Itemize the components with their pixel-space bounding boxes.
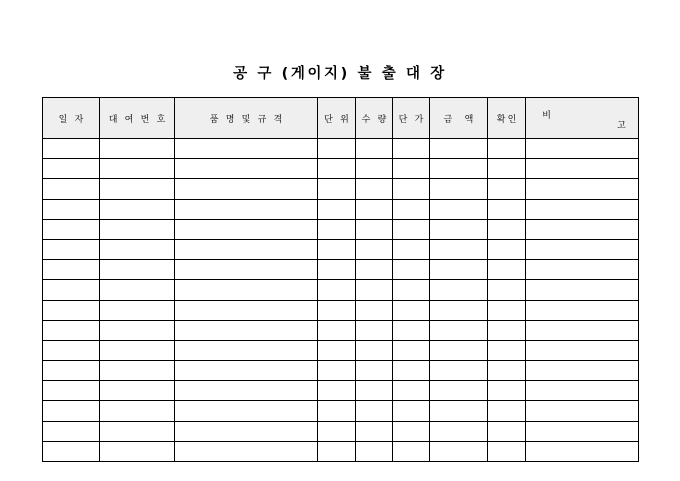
cell-confirm[interactable]: [488, 300, 526, 320]
cell-confirm[interactable]: [488, 159, 526, 179]
cell-unit[interactable]: [318, 441, 356, 461]
cell-loan-no[interactable]: [100, 401, 175, 421]
cell-date[interactable]: [43, 260, 100, 280]
cell-remark[interactable]: [526, 300, 639, 320]
cell-loan-no[interactable]: [100, 280, 175, 300]
cell-unit[interactable]: [318, 381, 356, 401]
cell-quantity[interactable]: [356, 239, 393, 259]
table-row: [43, 260, 639, 280]
column-header-amount: 금 액: [430, 98, 488, 139]
cell-date[interactable]: [43, 441, 100, 461]
table-row: [43, 381, 639, 401]
cell-amount[interactable]: [430, 441, 488, 461]
cell-remark[interactable]: [526, 260, 639, 280]
cell-amount[interactable]: [430, 260, 488, 280]
cell-date[interactable]: [43, 239, 100, 259]
cell-amount[interactable]: [430, 280, 488, 300]
cell-unit[interactable]: [318, 260, 356, 280]
cell-unit[interactable]: [318, 280, 356, 300]
remark-label-right: 고: [617, 121, 628, 131]
cell-unit-price[interactable]: [393, 179, 430, 199]
cell-loan-no[interactable]: [100, 159, 175, 179]
table-header-row: [43, 98, 639, 139]
cell-loan-no[interactable]: [100, 199, 175, 219]
table-row: [43, 401, 639, 421]
cell-confirm[interactable]: [488, 421, 526, 441]
table-row: [43, 340, 639, 360]
cell-unit-price[interactable]: [393, 361, 430, 381]
cell-loan-no[interactable]: [100, 139, 175, 159]
cell-quantity[interactable]: [356, 179, 393, 199]
cell-amount[interactable]: [430, 320, 488, 340]
cell-amount[interactable]: [430, 381, 488, 401]
ledger-table-container: [42, 97, 638, 462]
cell-quantity[interactable]: [356, 421, 393, 441]
cell-remark[interactable]: [526, 361, 639, 381]
cell-remark[interactable]: [526, 381, 639, 401]
cell-unit-price[interactable]: [393, 219, 430, 239]
cell-unit-price[interactable]: [393, 340, 430, 360]
cell-unit-price[interactable]: [393, 401, 430, 421]
cell-unit[interactable]: [318, 421, 356, 441]
cell-amount[interactable]: [430, 139, 488, 159]
cell-unit-price[interactable]: [393, 280, 430, 300]
cell-amount[interactable]: [430, 361, 488, 381]
cell-unit-price[interactable]: [393, 320, 430, 340]
column-header-confirm: 확인: [488, 98, 526, 139]
cell-remark[interactable]: [526, 320, 639, 340]
cell-item-spec[interactable]: [175, 139, 318, 159]
table-row: [43, 139, 639, 159]
cell-unit-price[interactable]: [393, 300, 430, 320]
cell-date[interactable]: [43, 320, 100, 340]
cell-date[interactable]: [43, 421, 100, 441]
cell-loan-no[interactable]: [100, 179, 175, 199]
cell-quantity[interactable]: [356, 159, 393, 179]
cell-quantity[interactable]: [356, 219, 393, 239]
cell-date[interactable]: [43, 280, 100, 300]
cell-unit[interactable]: [318, 361, 356, 381]
table-row: [43, 300, 639, 320]
cell-unit[interactable]: [318, 139, 356, 159]
cell-quantity[interactable]: [356, 361, 393, 381]
cell-unit-price[interactable]: [393, 139, 430, 159]
cell-amount[interactable]: [430, 199, 488, 219]
cell-unit[interactable]: [318, 401, 356, 421]
cell-date[interactable]: [43, 219, 100, 239]
cell-unit-price[interactable]: [393, 159, 430, 179]
cell-unit-price[interactable]: [393, 239, 430, 259]
cell-remark[interactable]: [526, 219, 639, 239]
cell-unit[interactable]: [318, 239, 356, 259]
cell-quantity[interactable]: [356, 381, 393, 401]
cell-unit[interactable]: [318, 159, 356, 179]
cell-item-spec[interactable]: [175, 340, 318, 360]
table-row: [43, 441, 639, 461]
cell-amount[interactable]: [430, 179, 488, 199]
cell-unit-price[interactable]: [393, 199, 430, 219]
cell-date[interactable]: [43, 179, 100, 199]
column-header-quantity: 수 량: [356, 98, 393, 139]
cell-date[interactable]: [43, 159, 100, 179]
table-row: [43, 320, 639, 340]
column-header-unit-price: 단 가: [393, 98, 430, 139]
table-row: [43, 199, 639, 219]
cell-quantity[interactable]: [356, 199, 393, 219]
cell-quantity[interactable]: [356, 320, 393, 340]
cell-date[interactable]: [43, 139, 100, 159]
cell-item-spec[interactable]: [175, 159, 318, 179]
cell-quantity[interactable]: [356, 300, 393, 320]
cell-remark[interactable]: [526, 199, 639, 219]
cell-amount[interactable]: [430, 239, 488, 259]
cell-item-spec[interactable]: [175, 441, 318, 461]
cell-item-spec[interactable]: [175, 401, 318, 421]
cell-remark[interactable]: [526, 441, 639, 461]
cell-loan-no[interactable]: [100, 421, 175, 441]
table-header: [43, 98, 639, 139]
cell-loan-no[interactable]: [100, 340, 175, 360]
table-row: [43, 219, 639, 239]
table-body: [43, 139, 639, 462]
column-header-unit: 단 위: [318, 98, 356, 139]
cell-quantity[interactable]: [356, 441, 393, 461]
cell-loan-no[interactable]: [100, 381, 175, 401]
cell-quantity[interactable]: [356, 401, 393, 421]
table-row: [43, 179, 639, 199]
cell-item-spec[interactable]: [175, 199, 318, 219]
cell-date[interactable]: [43, 381, 100, 401]
cell-remark[interactable]: [526, 179, 639, 199]
column-header-loan-no: 대 여 번 호: [100, 98, 175, 139]
cell-date[interactable]: [43, 401, 100, 421]
cell-loan-no[interactable]: [100, 361, 175, 381]
cell-amount[interactable]: [430, 401, 488, 421]
cell-confirm[interactable]: [488, 381, 526, 401]
cell-item-spec[interactable]: [175, 381, 318, 401]
column-header-item-spec: 품 명 및 규 격: [175, 98, 318, 139]
table-row: [43, 421, 639, 441]
cell-item-spec[interactable]: [175, 239, 318, 259]
cell-amount[interactable]: [430, 340, 488, 360]
cell-unit-price[interactable]: [393, 381, 430, 401]
cell-confirm[interactable]: [488, 179, 526, 199]
cell-quantity[interactable]: [356, 340, 393, 360]
cell-remark[interactable]: [526, 340, 639, 360]
cell-amount[interactable]: [430, 300, 488, 320]
column-header-remark: [526, 98, 639, 139]
cell-loan-no[interactable]: [100, 260, 175, 280]
cell-confirm[interactable]: [488, 199, 526, 219]
cell-loan-no[interactable]: [100, 239, 175, 259]
cell-quantity[interactable]: [356, 260, 393, 280]
cell-loan-no[interactable]: [100, 441, 175, 461]
cell-date[interactable]: [43, 199, 100, 219]
cell-quantity[interactable]: [356, 280, 393, 300]
cell-unit[interactable]: [318, 219, 356, 239]
cell-amount[interactable]: [430, 159, 488, 179]
cell-item-spec[interactable]: [175, 300, 318, 320]
cell-item-spec[interactable]: [175, 421, 318, 441]
cell-loan-no[interactable]: [100, 320, 175, 340]
table-row: [43, 159, 639, 179]
cell-unit[interactable]: [318, 320, 356, 340]
cell-unit-price[interactable]: [393, 260, 430, 280]
cell-amount[interactable]: [430, 421, 488, 441]
cell-confirm[interactable]: [488, 361, 526, 381]
cell-date[interactable]: [43, 340, 100, 360]
cell-quantity[interactable]: [356, 139, 393, 159]
cell-item-spec[interactable]: [175, 179, 318, 199]
cell-confirm[interactable]: [488, 441, 526, 461]
cell-remark[interactable]: [526, 139, 639, 159]
cell-confirm[interactable]: [488, 401, 526, 421]
cell-remark[interactable]: [526, 401, 639, 421]
cell-confirm[interactable]: [488, 139, 526, 159]
cell-unit-price[interactable]: [393, 421, 430, 441]
cell-remark[interactable]: [526, 280, 639, 300]
cell-remark[interactable]: [526, 239, 639, 259]
cell-item-spec[interactable]: [175, 280, 318, 300]
cell-date[interactable]: [43, 300, 100, 320]
cell-confirm[interactable]: [488, 320, 526, 340]
cell-item-spec[interactable]: [175, 320, 318, 340]
cell-confirm[interactable]: [488, 340, 526, 360]
remark-label-left: 비: [542, 111, 554, 121]
cell-amount[interactable]: [430, 219, 488, 239]
ledger-table: [42, 97, 639, 462]
cell-unit[interactable]: [318, 340, 356, 360]
column-header-date: 일 자: [43, 98, 100, 139]
cell-date[interactable]: [43, 361, 100, 381]
cell-item-spec[interactable]: [175, 361, 318, 381]
cell-confirm[interactable]: [488, 239, 526, 259]
cell-remark[interactable]: [526, 159, 639, 179]
cell-unit[interactable]: [318, 179, 356, 199]
cell-remark[interactable]: [526, 421, 639, 441]
page-title: 공 구 (게이지) 불 출 대 장: [233, 66, 447, 82]
cell-item-spec[interactable]: [175, 260, 318, 280]
cell-confirm[interactable]: [488, 219, 526, 239]
cell-confirm[interactable]: [488, 280, 526, 300]
cell-unit-price[interactable]: [393, 441, 430, 461]
cell-unit[interactable]: [318, 199, 356, 219]
table-row: [43, 361, 639, 381]
cell-loan-no[interactable]: [100, 300, 175, 320]
cell-unit[interactable]: [318, 300, 356, 320]
cell-item-spec[interactable]: [175, 219, 318, 239]
table-row: [43, 280, 639, 300]
cell-confirm[interactable]: [488, 260, 526, 280]
table-row: [43, 239, 639, 259]
cell-loan-no[interactable]: [100, 219, 175, 239]
